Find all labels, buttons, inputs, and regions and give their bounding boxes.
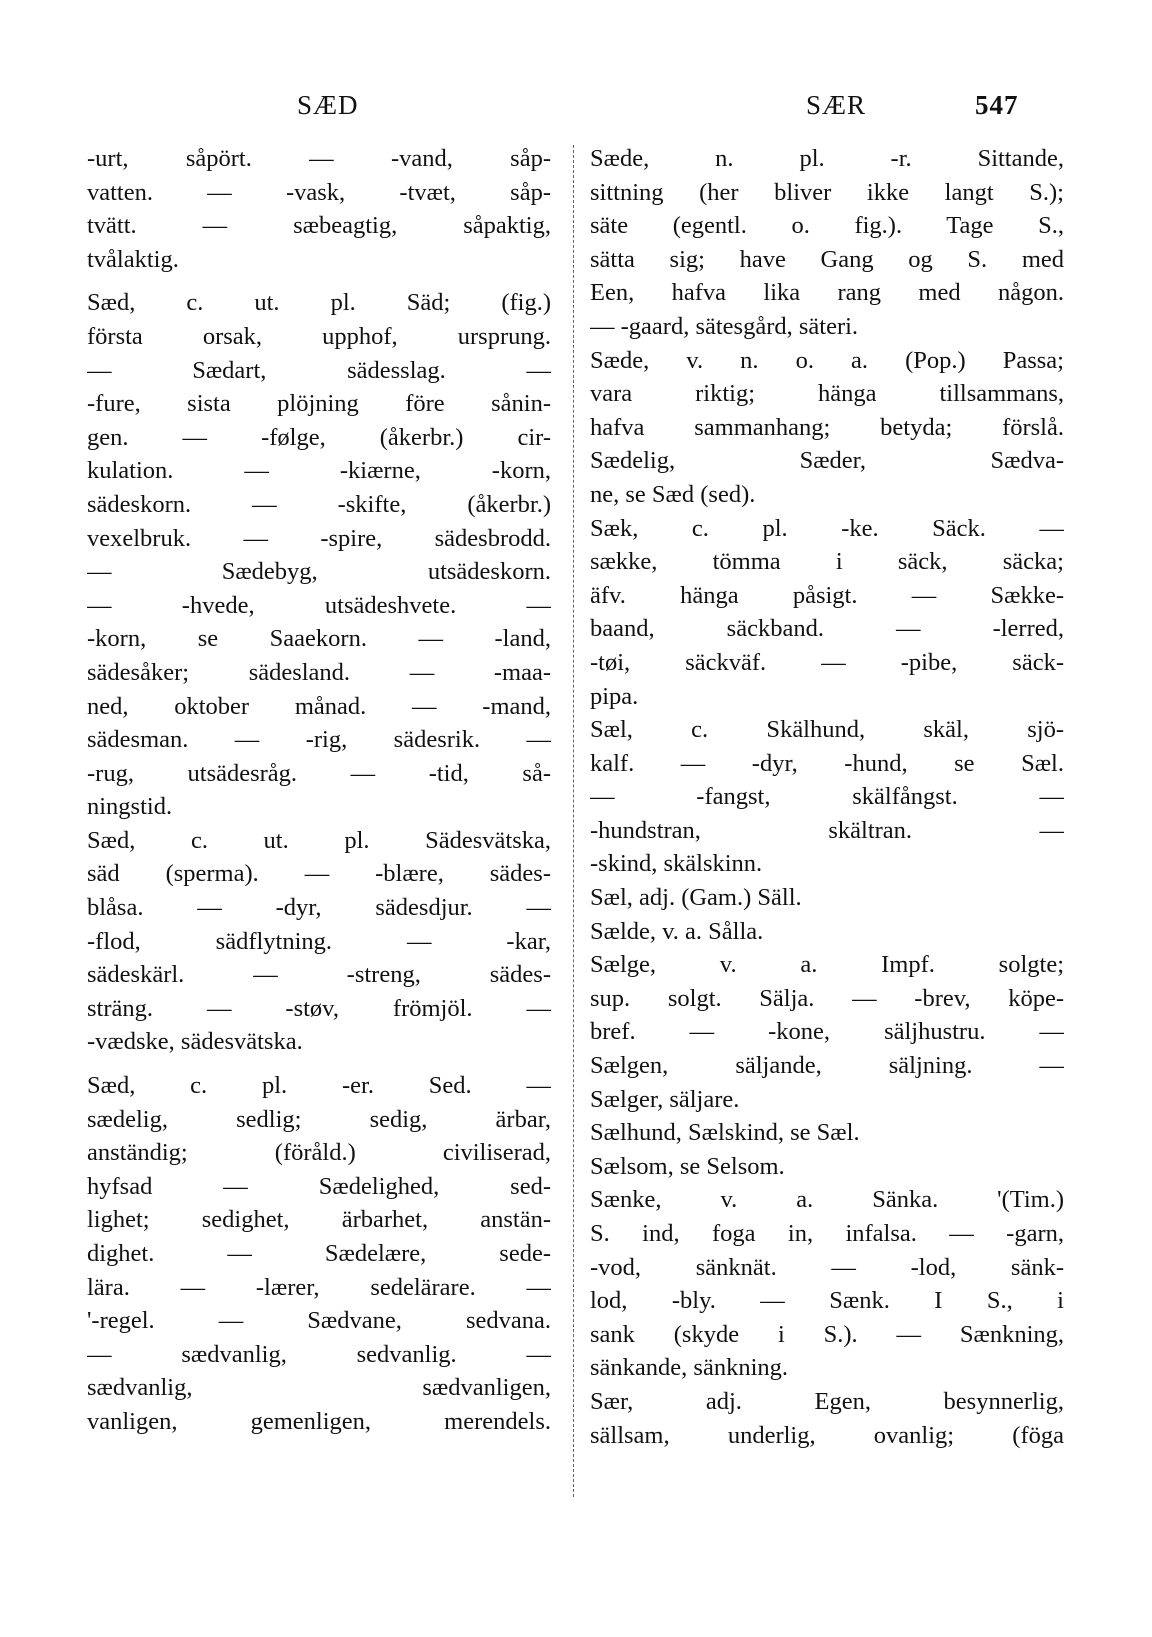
text-line: vanligen, gemenligen, merendels. — [87, 1407, 551, 1435]
text-line: kalf. — -dyr, -hund, se Sæl. — [590, 749, 1064, 777]
text-line: säd (sperma). — -blære, sädes- — [87, 860, 551, 888]
text-line: anständig; (föråld.) civiliserad, — [87, 1139, 551, 1167]
text-line: Sæde, v. n. o. a. (Pop.) Passa; — [590, 346, 1064, 374]
text-line: sänkande, sänkning. — [590, 1354, 788, 1382]
text-line: sädesman. — -rig, sädesrik. — — [87, 726, 551, 754]
left-column — [87, 142, 551, 1439]
page-number: 547 — [975, 90, 1019, 120]
right-column — [590, 142, 1064, 1452]
text-line: baand, säckband. — -lerred, — [590, 615, 1064, 643]
text-line: bref. — -kone, säljhustru. — — [590, 1018, 1064, 1046]
text-line: Sælsom, se Selsom. — [590, 1152, 785, 1180]
running-header — [0, 90, 1152, 130]
text-line: — Sædart, sädesslag. — — [87, 356, 551, 384]
text-line: -korn, se Saaekorn. — -land, — [87, 625, 551, 653]
text-line: sätta sig; have Gang og S. med — [590, 245, 1064, 273]
text-line: sædelig, sedlig; sedig, ärbar, — [87, 1105, 551, 1133]
header-last-word: SÆR — [806, 90, 867, 120]
column-divider — [573, 145, 574, 1497]
text-line: -tøi, säckväf. — -pibe, säck- — [590, 648, 1064, 676]
text-line: Sælger, säljare. — [590, 1085, 740, 1113]
text-line: pipa. — [590, 682, 639, 710]
text-line: sädeskärl. — -streng, sädes- — [87, 961, 551, 989]
text-line: ne, se Sæd (sed). — [590, 480, 756, 508]
text-line: tvålaktig. — [87, 245, 179, 273]
text-line: -flod, sädflytning. — -kar, — [87, 927, 551, 955]
text-line: Sæd, c. ut. pl. Säd; (fig.) — [87, 289, 551, 317]
text-line: lära. — -lærer, sedelärare. — — [87, 1273, 551, 1301]
text-line: säte (egentl. o. fig.). Tage S., — [590, 212, 1064, 240]
text-line: hafva sammanhang; betyda; förslå. — [590, 413, 1064, 441]
entry-gap — [87, 1059, 551, 1069]
text-line: sittning (her bliver ikke langt S.); — [590, 178, 1064, 206]
text-line: Sædelig, Sæder, Sædva- — [590, 447, 1064, 475]
text-line: -urt, såpört. — -vand, såp- — [87, 145, 551, 172]
text-line: Sær, adj. Egen, besynnerlig, — [590, 1387, 1064, 1415]
text-line: Sæl, adj. (Gam.) Säll. — [590, 884, 802, 912]
text-line: sække, tömma i säck, säcka; — [590, 548, 1064, 576]
text-line: sädeskorn. — -skifte, (åkerbr.) — [87, 490, 551, 518]
text-line: äfv. hänga påsigt. — Sække- — [590, 581, 1064, 609]
entry-gap — [87, 276, 551, 286]
text-line: sædvanlig, sædvanligen, — [87, 1374, 551, 1402]
text-line: Sæk, c. pl. -ke. Säck. — — [590, 514, 1064, 542]
text-line: lighet; sedighet, ärbarhet, anstän- — [87, 1206, 551, 1234]
text-line: sällsam, underlig, ovanlig; (föga — [590, 1421, 1064, 1449]
text-line: — Sædebyg, utsädeskorn. — [87, 558, 551, 586]
text-line: tvätt. — sæbeagtig, såpaktig, — [87, 212, 551, 240]
text-line: lod, -bly. — Sænk. I S., i — [590, 1287, 1064, 1315]
text-line: sträng. — -støv, frömjöl. — — [87, 994, 551, 1022]
text-line: Sælge, v. a. Impf. solgte; — [590, 951, 1064, 979]
text-line: Sæd, c. ut. pl. Sädesvätska, — [87, 826, 551, 854]
text-line: hyfsad — Sædelighed, sed- — [87, 1172, 551, 1200]
text-line: sädesåker; sädesland. — -maa- — [87, 658, 551, 686]
text-line: — -hvede, utsädeshvete. — — [87, 591, 551, 619]
text-line: ned, oktober månad. — -mand, — [87, 692, 551, 720]
text-line: -vædske, sädesvätska. — [87, 1028, 303, 1056]
text-line: Sælde, v. a. Sålla. — [590, 917, 764, 945]
text-line: Sæl, c. Skälhund, skäl, sjö- — [590, 716, 1064, 744]
text-line: -hundstran, skältran. — — [590, 816, 1064, 844]
text-line: Sæde, n. pl. -r. Sittande, — [590, 145, 1064, 172]
text-line: första orsak, upphof, ursprung. — [87, 322, 551, 350]
text-line: vara riktig; hänga tillsammans, — [590, 380, 1064, 408]
text-line: Een, hafva lika rang med någon. — [590, 279, 1064, 307]
text-line: Sænke, v. a. Sänka. '(Tim.) — [590, 1186, 1064, 1214]
text-line: ningstid. — [87, 793, 173, 821]
text-line: -rug, utsädesråg. — -tid, så- — [87, 759, 551, 787]
text-line: '-regel. — Sædvane, sedvana. — [87, 1307, 551, 1335]
text-line: -fure, sista plöjning före sånin- — [87, 390, 551, 418]
text-line: Sælhund, Sælskind, se Sæl. — [590, 1119, 860, 1147]
text-line: Sælgen, säljande, säljning. — — [590, 1052, 1064, 1080]
text-line: dighet. — Sædelære, sede- — [87, 1240, 551, 1267]
text-line: — sædvanlig, sedvanlig. — — [87, 1340, 551, 1368]
text-line: -skind, skälskinn. — [590, 850, 763, 878]
text-line: -vod, sänknät. — -lod, sänk- — [590, 1253, 1064, 1281]
text-line: vatten. — -vask, -tvæt, såp- — [87, 178, 551, 206]
text-line: S. ind, foga in, infalsa. — -garn, — [590, 1220, 1064, 1247]
text-line: kulation. — -kiærne, -korn, — [87, 457, 551, 485]
text-line: gen. — -følge, (åkerbr.) cir- — [87, 423, 551, 451]
header-first-word: SÆD — [297, 90, 359, 120]
text-line: — -fangst, skälfångst. — — [590, 783, 1064, 811]
text-line: vexelbruk. — -spire, sädesbrodd. — [87, 524, 551, 552]
text-line: Sæd, c. pl. -er. Sed. — — [87, 1072, 551, 1100]
text-line: sank (skyde i S.). — Sænkning, — [590, 1320, 1064, 1348]
text-line: — -gaard, sätesgård, säteri. — [590, 312, 859, 340]
text-line: blåsa. — -dyr, sädesdjur. — — [87, 894, 551, 922]
text-line: sup. solgt. Sälja. — -brev, köpe- — [590, 984, 1064, 1012]
